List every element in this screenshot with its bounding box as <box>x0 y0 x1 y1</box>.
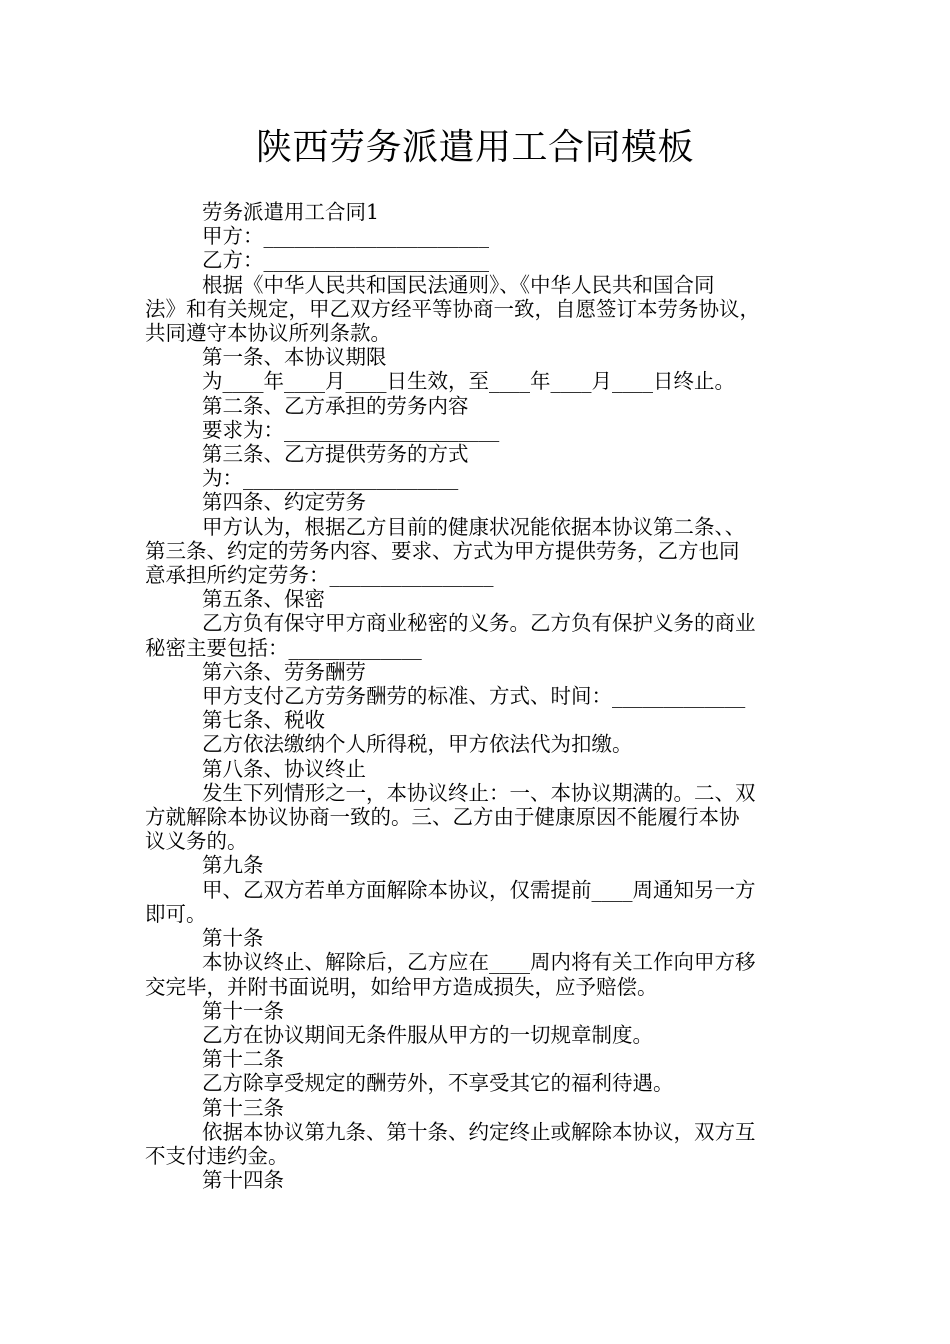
document-line: 第十一条 <box>202 998 284 1023</box>
document-line: 第一条、本协议期限 <box>202 345 387 370</box>
document-line: 本协议终止、解除后，乙方应在____周内将有关工作向甲方移 <box>202 950 756 975</box>
document-line: 甲方认为，根据乙方目前的健康状况能依据本协议第二条、、 <box>202 514 746 539</box>
document-line: 乙方在协议期间无条件服从甲方的一切规章制度。 <box>202 1022 653 1047</box>
document-body <box>145 200 815 1192</box>
document-line: 第九条 <box>202 853 264 878</box>
document-line: 为____年____月____日生效，至____年____月____日终止。 <box>202 369 735 394</box>
document-line: 第十三条 <box>202 1095 284 1120</box>
document-line: 第三条、乙方提供劳务的方式 <box>202 442 469 467</box>
document-line: 第六条、劳务酬劳 <box>202 659 366 684</box>
document-line: 第十二条 <box>202 1047 284 1072</box>
document-line: 第三条、约定的劳务内容、要求、方式为甲方提供劳务，乙方也同 <box>145 538 740 563</box>
document-line: 第四条、约定劳务 <box>202 490 366 515</box>
document-line: 根据《中华人民共和国民法通则》、《中华人民共和国合同 <box>202 272 715 297</box>
document-line: 劳务派遣用工合同1 <box>202 200 380 224</box>
document-line: 即可。 <box>145 901 207 926</box>
document-line: 第十四条 <box>202 1168 284 1193</box>
document-line: 秘密主要包括：_____________ <box>145 635 422 660</box>
document-line: 甲、乙双方若单方面解除本协议，仅需提前____周通知另一方 <box>202 877 756 902</box>
document-line: 方就解除本协议协商一致的。三、乙方由于健康原因不能履行本协 <box>145 805 740 830</box>
document-line: 意承担所约定劳务：________________ <box>145 563 494 588</box>
document-line: 共同遵守本协议所列条款。 <box>145 321 391 346</box>
document-line: 乙方负有保守甲方商业秘密的义务。乙方负有保护义务的商业 <box>202 611 756 636</box>
document-line: 第七条、税收 <box>202 708 325 733</box>
document-line: 议义务的。 <box>145 829 248 854</box>
document-line: 乙方：______________________ <box>202 248 489 273</box>
document-line: 法》和有关规定，甲乙双方经平等协商一致，自愿签订本劳务协议， <box>145 296 760 321</box>
document-line: 依据本协议第九条、第十条、约定终止或解除本协议，双方互 <box>202 1119 756 1144</box>
document-line: 第八条、协议终止 <box>202 756 366 781</box>
document-line: 第二条、乙方承担的劳务内容 <box>202 393 469 418</box>
document-line: 发生下列情形之一，本协议终止：一、本协议期满的。二、双 <box>202 780 756 805</box>
document-line: 乙方依法缴纳个人所得税，甲方依法代为扣缴。 <box>202 732 633 757</box>
document-line: 第十条 <box>202 926 264 951</box>
document-line: 为：_____________________ <box>202 466 459 491</box>
document-line: 第五条、保密 <box>202 587 325 612</box>
document-line: 不支付违约金。 <box>145 1143 289 1168</box>
document-line: 甲方支付乙方劳务酬劳的标准、方式、时间：_____________ <box>202 684 746 709</box>
document-line: 要求为：_____________________ <box>202 417 500 442</box>
document-title: 陕西劳务派遣用工合同模板 <box>255 127 694 168</box>
document-line: 乙方除享受规定的酬劳外，不享受其它的福利待遇。 <box>202 1071 674 1096</box>
document-line: 交完毕，并附书面说明，如给甲方造成损失，应予赔偿。 <box>145 974 658 999</box>
document-line: 甲方：______________________ <box>202 224 489 249</box>
